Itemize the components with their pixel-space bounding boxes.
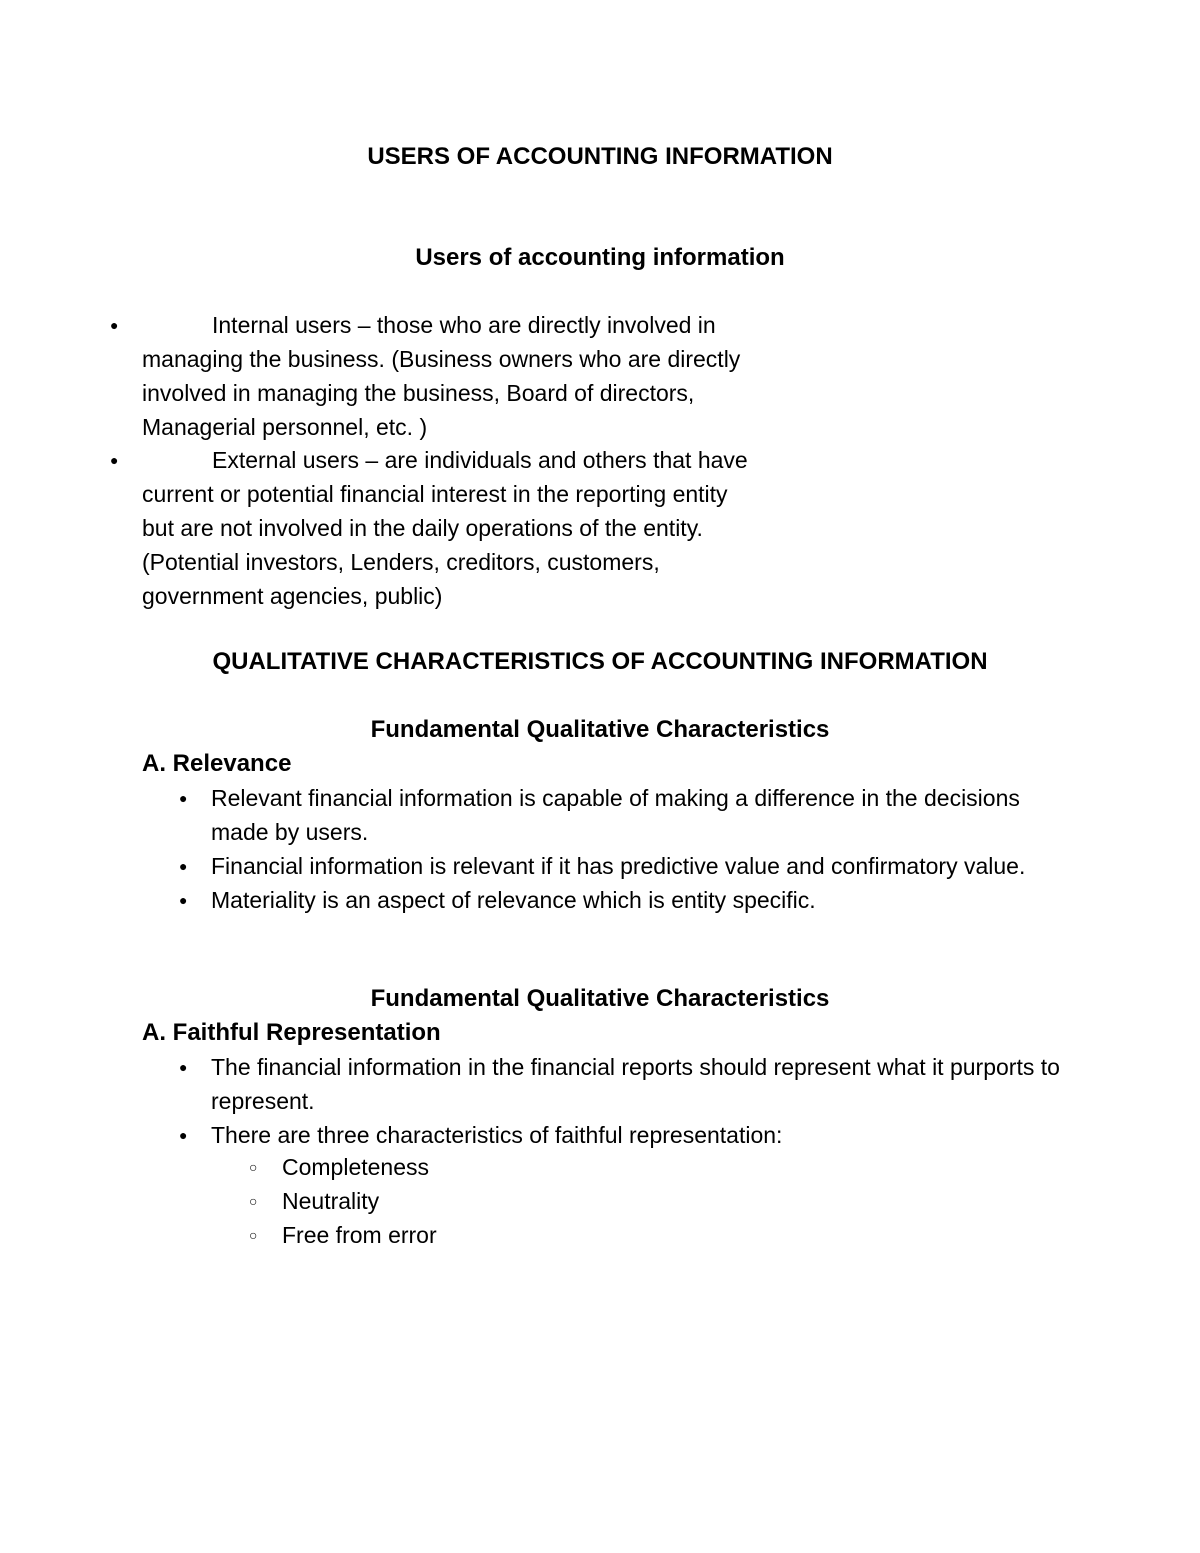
fundamental-heading-faithful: Fundamental Qualitative Characteristics <box>370 985 830 1012</box>
list-item <box>179 781 1061 849</box>
list-item-text: Relevant financial information is capable of making a difference in the decisions made by users. <box>211 785 1020 845</box>
faithful-sublist <box>249 1150 437 1252</box>
bullet-icon: ● <box>179 1059 188 1075</box>
bullet-icon: ● <box>110 452 119 468</box>
sub-list-item <box>249 1218 437 1252</box>
bullet-icon: ● <box>110 317 119 333</box>
faithful-label: A. Faithful Representation <box>142 1019 441 1046</box>
sub-list-item <box>249 1150 437 1184</box>
bullet-icon: ● <box>179 1127 188 1143</box>
users-heading: Users of accounting information <box>415 244 785 271</box>
bullet-icon: ● <box>179 858 188 874</box>
bullet-icon: ● <box>179 892 188 908</box>
list-item <box>179 883 1061 917</box>
circle-bullet-icon: ○ <box>249 1227 258 1243</box>
circle-bullet-icon: ○ <box>249 1193 258 1209</box>
faithful-list <box>179 1050 1061 1152</box>
relevance-label: A. Relevance <box>142 750 292 777</box>
bullet-icon: ● <box>179 790 188 806</box>
external-users-item <box>110 443 752 613</box>
list-item <box>179 1050 1061 1118</box>
list-item-text: The financial information in the financial reports should represent what it purports to represent. <box>211 1054 1060 1114</box>
relevance-list <box>179 781 1061 917</box>
qualitative-title: QUALITATIVE CHARACTERISTICS OF ACCOUNTING INFORMATION <box>212 648 988 675</box>
sub-list-item <box>249 1184 437 1218</box>
document-title: USERS OF ACCOUNTING INFORMATION <box>367 143 833 170</box>
list-item-text: Financial information is relevant if it has predictive value and confirmatory value. <box>211 853 1026 879</box>
list-item <box>179 1118 1061 1152</box>
sub-list-item-text: Completeness <box>282 1154 430 1180</box>
circle-bullet-icon: ○ <box>249 1159 258 1175</box>
internal-users-text: Internal users – those who are directly involved in managing the business. (Business owners who are directly involved in managing the business, Board of directors, Managerial personnel, etc. ) <box>142 312 741 440</box>
list-item-text: Materiality is an aspect of relevance which is entity specific. <box>211 887 816 913</box>
fundamental-heading-relevance: Fundamental Qualitative Characteristics <box>370 716 830 743</box>
sub-list-item-text: Neutrality <box>282 1188 380 1214</box>
sub-list-item-text: Free from error <box>282 1222 437 1248</box>
external-users-text: External users – are individuals and others that have current or potential financial interest in the reporting entity but are not involved in the daily operations of the entity. (Potential investors, Lenders, creditors, customers, government agencies, public) <box>142 447 748 609</box>
list-item <box>179 849 1061 883</box>
internal-users-item <box>110 308 782 444</box>
list-item-text: There are three characteristics of faithful representation: <box>211 1122 783 1148</box>
